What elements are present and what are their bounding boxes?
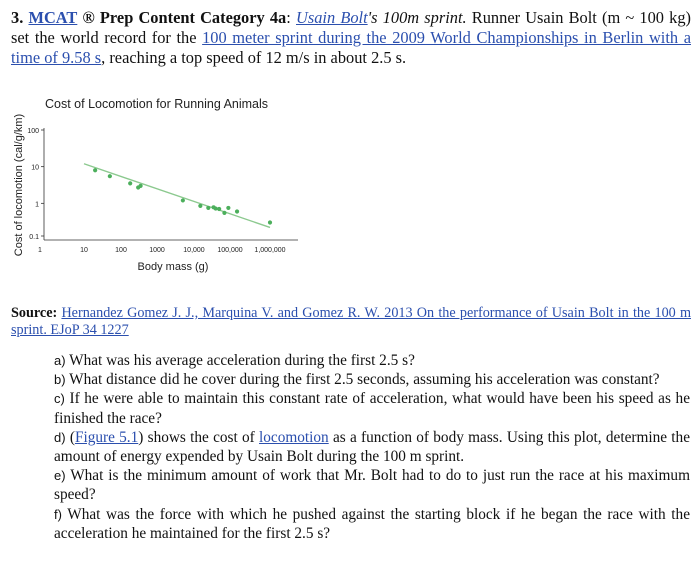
data-point	[93, 168, 97, 172]
x-tick-label: 100,000	[217, 247, 243, 254]
problem-number: 3.	[11, 8, 24, 27]
y-tick-label: 100	[27, 128, 39, 135]
x-tick-label: 10	[80, 247, 88, 254]
locomotion-chart	[8, 90, 308, 280]
registered-mark: ®	[82, 8, 95, 27]
source-link[interactable]: Hernandez Gomez J. J., Marquina V. and Gomez R. W. 2013 On the performance of Usain Bolt in the 100 m sprint. EJoP 34 1227	[11, 305, 691, 338]
question-f	[54, 505, 690, 543]
world-record-link[interactable]: 100 meter sprint during the 2009 World Championships in Berlin with a time of 9.58 s	[11, 28, 691, 67]
question-b-label: b)	[54, 372, 66, 388]
mcat-link[interactable]: MCAT	[28, 8, 78, 27]
question-c-text: If he were able to maintain this constant rate of acceleration, what would have been his speed as he finished the race?	[54, 390, 690, 427]
question-f-text: What was the force with which he pushed against the starting block if he began the race with the acceleration he maintained for the first 2.5 s?	[54, 505, 690, 542]
y-ticks	[27, 128, 44, 241]
data-point	[217, 207, 221, 211]
x-tick-label: 100	[115, 247, 127, 254]
question-a	[54, 351, 690, 370]
data-point	[206, 206, 210, 210]
x-tick-label: 10,000	[183, 247, 205, 254]
question-f-label: f)	[54, 506, 62, 522]
intro-text-1: Runner Usain Bolt (m ~ 100 kg) set the world record for the	[11, 8, 691, 47]
problem-intro	[11, 8, 691, 68]
question-c	[54, 389, 690, 427]
data-point	[235, 209, 239, 213]
data-point	[226, 206, 230, 210]
x-tick-label: 1	[38, 247, 42, 254]
locomotion-link[interactable]: locomotion	[259, 428, 329, 446]
question-d-open: (	[69, 428, 75, 446]
data-point	[108, 174, 112, 178]
usain-bolt-link[interactable]: Usain Bolt	[296, 8, 368, 27]
x-tick-label: 1,000,000	[254, 247, 286, 254]
y-tick-label: 0.1	[29, 234, 39, 241]
source-label: Source:	[11, 305, 58, 321]
x-tick-label: 1000	[149, 247, 165, 254]
data-point	[128, 181, 132, 185]
question-a-label: a)	[54, 353, 66, 368]
category-label: Prep Content Category 4a	[99, 8, 287, 27]
question-d-mid: ) shows the cost of	[138, 428, 255, 446]
data-point	[268, 220, 272, 224]
question-b-text: What distance did he cover during the first 2.5 seconds, assuming his acceleration was constant?	[69, 371, 660, 389]
colon: :	[286, 8, 291, 27]
sprint-title: 's 100m sprint.	[367, 8, 467, 27]
question-d	[54, 428, 690, 466]
question-list	[54, 351, 690, 543]
chart-title: Cost of Locomotion for Running Animals	[45, 97, 269, 111]
question-e	[54, 466, 690, 504]
question-c-label: c)	[54, 391, 65, 407]
question-a-text: What was his average acceleration during the first 2.5 s?	[69, 352, 415, 369]
x-ticks	[38, 247, 286, 254]
data-point	[138, 184, 142, 188]
question-d-label: d)	[54, 429, 66, 445]
figure-link[interactable]: Figure 5.1	[74, 428, 139, 446]
intro-text-2: , reaching a top speed of 12 m/s in about 2.5 s.	[101, 48, 407, 67]
data-point	[198, 204, 202, 208]
question-e-label: e)	[54, 468, 66, 484]
y-tick-label: 1	[35, 201, 39, 209]
source-citation	[11, 305, 691, 339]
data-point	[181, 198, 185, 202]
y-tick-label: 10	[31, 164, 39, 172]
question-d-text: as a function of body mass. Using this plot, determine the amount of energy expended by Usain Bolt during the 100 m sprint.	[54, 428, 690, 466]
question-b	[54, 370, 690, 389]
data-point	[222, 211, 226, 215]
question-e-text: What is the minimum amount of work that Mr. Bolt had to do to just run the race at his maximum speed?	[54, 467, 690, 504]
chart-ylabel: Cost of locomotion (cal/g/km)	[13, 113, 25, 257]
fit-line	[84, 164, 270, 228]
chart-xlabel: Body mass (g)	[137, 261, 209, 273]
